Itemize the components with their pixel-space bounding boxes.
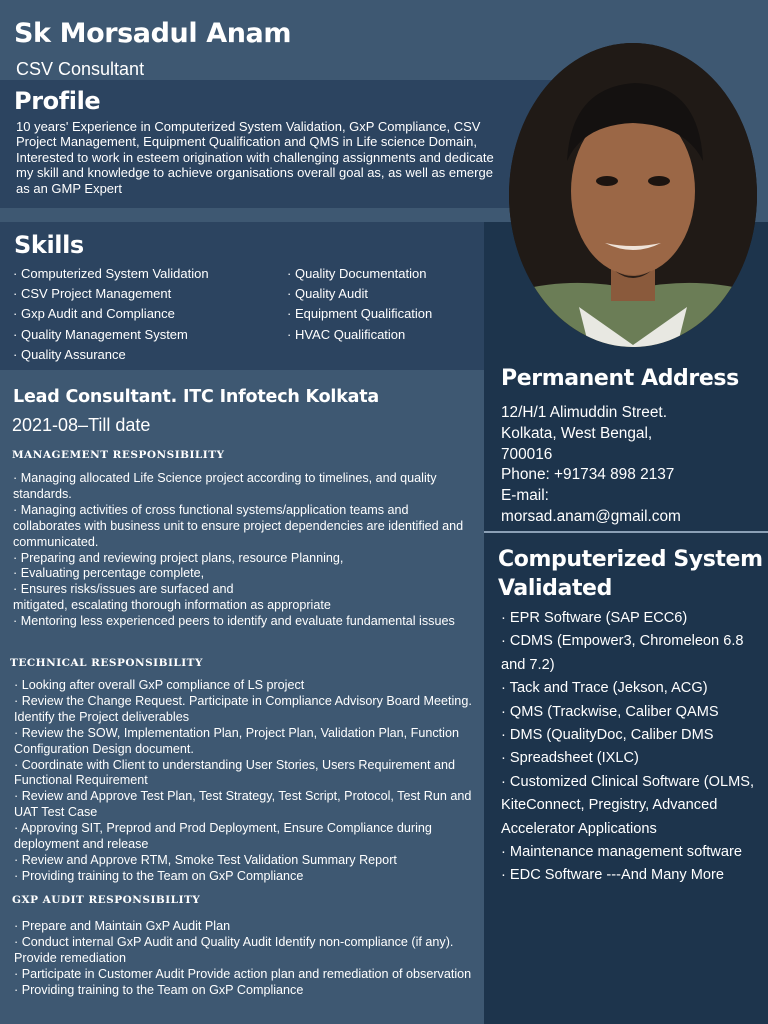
list-item: · Managing allocated Life Science project according to timelines, and quality standards. — [13, 471, 479, 503]
list-item: · Maintenance management software — [501, 841, 763, 864]
list-item: · Providing training to the Team on GxP Compliance — [14, 869, 480, 885]
list-item: · Ensures risks/issues are surfaced and — [13, 582, 479, 598]
skill-item: · HVAC Qualification — [287, 325, 482, 345]
management-list — [13, 471, 479, 630]
list-item: · Coordinate with Client to understanding User Stories, Users Requirement and Functional Requirement — [14, 758, 480, 790]
list-item: · Prepare and Maintain GxP Audit Plan — [14, 919, 480, 935]
list-item: · EDC Software ---And Many More — [501, 864, 763, 887]
person-name: Sk Morsadul Anam — [14, 18, 292, 49]
address-line: Kolkata, West Bengal, — [501, 424, 653, 442]
skills-list-right — [287, 264, 482, 345]
profile-photo — [509, 43, 757, 347]
list-item: · Conduct internal GxP Audit and Quality Audit Identify non-compliance (if any). Provide remediation — [14, 935, 480, 967]
address-heading: Permanent Address — [501, 366, 739, 391]
list-item: · Review the SOW, Implementation Plan, Project Plan, Validation Plan, Function Configuration Design document. — [14, 726, 480, 758]
gxp-audit-heading: GXP AUDIT RESPONSIBILITY — [12, 894, 201, 906]
list-item: · Review and Approve Test Plan, Test Strategy, Test Script, Protocol, Test Run and UAT Test Case — [14, 789, 480, 821]
list-item: · Review and Approve RTM, Smoke Test Validation Summary Report — [14, 853, 480, 869]
list-item: · Looking after overall GxP compliance of LS project — [14, 678, 480, 694]
systems-heading: Computerized System Validated — [498, 547, 763, 601]
skill-item: · Quality Management System — [13, 325, 283, 345]
email-address: morsad.anam@gmail.com — [501, 507, 681, 525]
list-item: · Spreadsheet (IXLC) — [501, 747, 763, 770]
list-item: · QMS (Trackwise, Caliber QAMS — [501, 701, 763, 724]
address-line: 12/H/1 Alimuddin Street. — [501, 404, 667, 421]
list-item: · Participate in Customer Audit Provide action plan and remediation of observation — [14, 967, 480, 983]
address-line: 700016 — [501, 445, 553, 463]
address-block — [501, 403, 763, 528]
list-item: · Customized Clinical Software (OLMS, KiteConnect, Pregistry, Advanced Accelerator Applications — [501, 771, 763, 841]
skill-item: · Quality Audit — [287, 284, 482, 304]
management-heading: MANAGEMENT RESPONSIBILITY — [12, 449, 225, 461]
skill-item: · Quality Documentation — [287, 264, 482, 284]
gxp-audit-list — [14, 919, 480, 999]
technical-list — [14, 678, 480, 885]
list-item: · DMS (QualityDoc, Caliber DMS — [501, 724, 763, 747]
job-title: Lead Consultant. ITC Infotech Kolkata — [13, 387, 380, 407]
list-item: · Preparing and reviewing project plans, resource Planning, — [13, 551, 479, 567]
email-label: E-mail: — [501, 487, 549, 505]
profile-text: 10 years' Experience in Computerized System Validation, GxP Compliance, CSV Project Management, Equipment Qualification and QMS in Life science Domain, Interested to work in esteem origination with challenging assignments and dedicate my skill and knowledge to achieve organisations overall goal as, as well as emerge as an GMP Expert — [16, 119, 494, 196]
list-item: · Tack and Trace (Jekson, ACG) — [501, 677, 763, 700]
profile-photo-illustration — [509, 43, 757, 347]
list-item: · EPR Software (SAP ECC6) — [501, 607, 763, 630]
list-item: · CDMS (Empower3, Chromeleon 6.8 and 7.2) — [501, 630, 763, 677]
skill-item: · Equipment Qualification — [287, 304, 482, 324]
right-column-divider — [484, 531, 768, 533]
list-item: · Evaluating percentage complete, — [13, 566, 479, 582]
profile-heading: Profile — [14, 87, 101, 115]
list-item: · Review the Change Request. Participate in Compliance Advisory Board Meeting. Identify the Project deliverables — [14, 694, 480, 726]
job-dates: 2021-08–Till date — [12, 415, 151, 435]
list-item: mitigated, escalating thorough information as appropriate — [13, 598, 331, 613]
list-item: · Providing training to the Team on GxP Compliance — [14, 983, 480, 999]
skill-item: · Gxp Audit and Compliance — [13, 304, 283, 324]
skills-heading: Skills — [14, 231, 84, 259]
skills-list-left — [13, 264, 283, 365]
systems-list — [501, 607, 763, 888]
technical-heading: TECHNICAL RESPONSIBILITY — [10, 657, 203, 669]
phone-number: Phone: +91734 898 2137 — [501, 466, 675, 484]
list-item: · Managing activities of cross functional systems/application teams and collaborates with business unit to ensure project dependencies are identified and communicated. — [13, 503, 479, 551]
skill-item: · CSV Project Management — [13, 284, 283, 304]
skill-item: · Computerized System Validation — [13, 264, 283, 284]
person-role: CSV Consultant — [16, 59, 145, 79]
list-item: · Approving SIT, Preprod and Prod Deployment, Ensure Compliance during deployment and release — [14, 821, 480, 853]
skill-item: · Quality Assurance — [13, 345, 283, 365]
list-item: · Mentoring less experienced peers to identify and evaluate fundamental issues — [13, 614, 479, 630]
